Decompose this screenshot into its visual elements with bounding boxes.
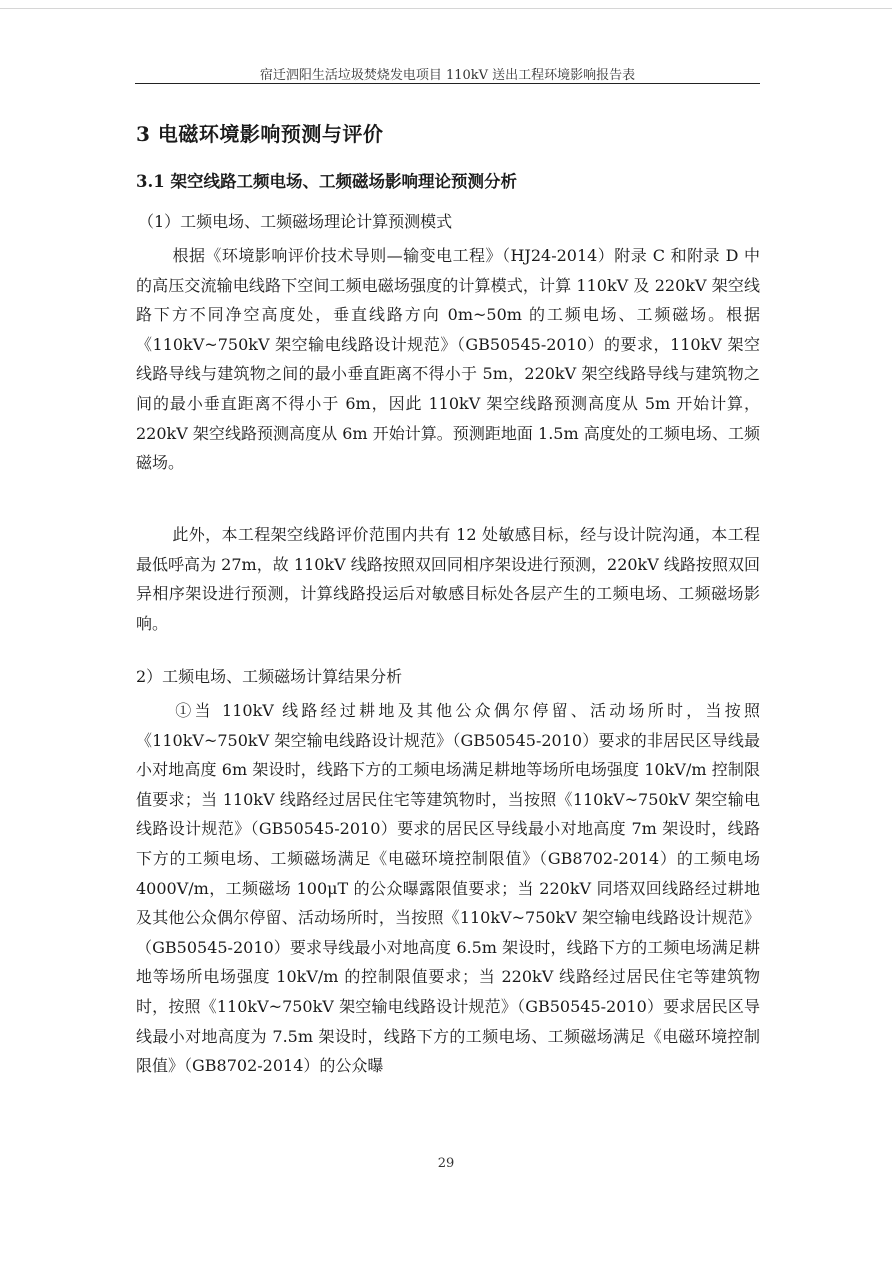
page-top-edge (0, 8, 892, 9)
item2-title: 2）工频电场、工频磁场计算结果分析 (136, 667, 403, 686)
item1-title: （1）工频电场、工频磁场理论计算预测模式 (138, 212, 453, 231)
header-divider (135, 83, 760, 84)
paragraph-sensitive-targets (136, 520, 760, 638)
section-heading: 3 电磁环境影响预测与评价 (136, 122, 384, 146)
paragraph-text: 此外，本工程架空线路评价范围内共有 12 处敏感目标，经与设计院沟通，本工程最低呼高为 27m，故 110kV 线路按照双回同相序架设进行预测，220kV 线路按照双回异相序架设进行预测，计算线路投运后对敏感目标处各层产生的工频电场、工频磁场影响。 (136, 525, 760, 633)
running-header: 宿迁泗阳生活垃圾焚烧发电项目 110kV 送出工程环境影响报告表 (259, 68, 636, 83)
paragraph-calculation-model (136, 241, 760, 478)
paragraph-text: ①当 110kV 线路经过耕地及其他公众偶尔停留、活动场所时，当按照《110kV~750kV 架空输电线路设计规范》（GB50545-2010）要求的非居民区导线最小对地高度 6m 架设时，线路下方的工频电场满足耕地等场所电场强度 10kV/m 控制限值要求；当 110kV 线路经过居民住宅等建筑物时，当按照《110kV~750kV 架空输电线路设计规范》（GB50545-2010）要求的居民区导线最小对地高度 7m 架设时，线路下方的工频电场、工频磁场满足《电磁环境控制限值》（GB8702-2014）的工频电场 4000V/m，工频磁场 100μT 的公众曝露限值要求；当 220kV 同塔双回线路经过耕地及其他公众偶尔停留、活动场所时，当按照《110kV~750kV 架空输电线路设计规范》（GB50545-2010）要求导线最小对地高度 6.5m 架设时，线路下方的工频电场满足耕地等场所电场强度 10kV/m 的控制限值要求；当 220kV 线路经过居民住宅等建筑物时，按照《110kV~750kV 架空输电线路设计规范》（GB50545-2010）要求居民区导线最小对地高度为 7.5m 架设时，线路下方的工频电场、工频磁场满足《电磁环境控制限值》（GB8702-2014）的公众曝 (136, 701, 760, 1076)
paragraph-results-analysis (136, 696, 760, 1081)
subsection-heading: 3.1 架空线路工频电场、工频磁场影响理论预测分析 (136, 172, 517, 191)
page-number: 29 (437, 1156, 455, 1171)
paragraph-text: 根据《环境影响评价技术导则—输变电工程》（HJ24-2014）附录 C 和附录 D 中的高压交流输电线路下空间工频电磁场强度的计算模式，计算 110kV 及 220kV 架空线路下方不同净空高度处，垂直线路方向 0m~50m 的工频电场、工频磁场。根据《110kV~750kV 架空输电线路设计规范》（GB50545-2010）的要求，110kV 架空线路导线与建筑物之间的最小垂直距离不得小于 5m，220kV 架空线路导线与建筑物之间的最小垂直距离不得小于 6m，因此 110kV 架空线路预测高度从 5m 开始计算，220kV 架空线路预测高度从 6m 开始计算。预测距地面 1.5m 高度处的工频电场、工频磁场。 (136, 246, 760, 473)
